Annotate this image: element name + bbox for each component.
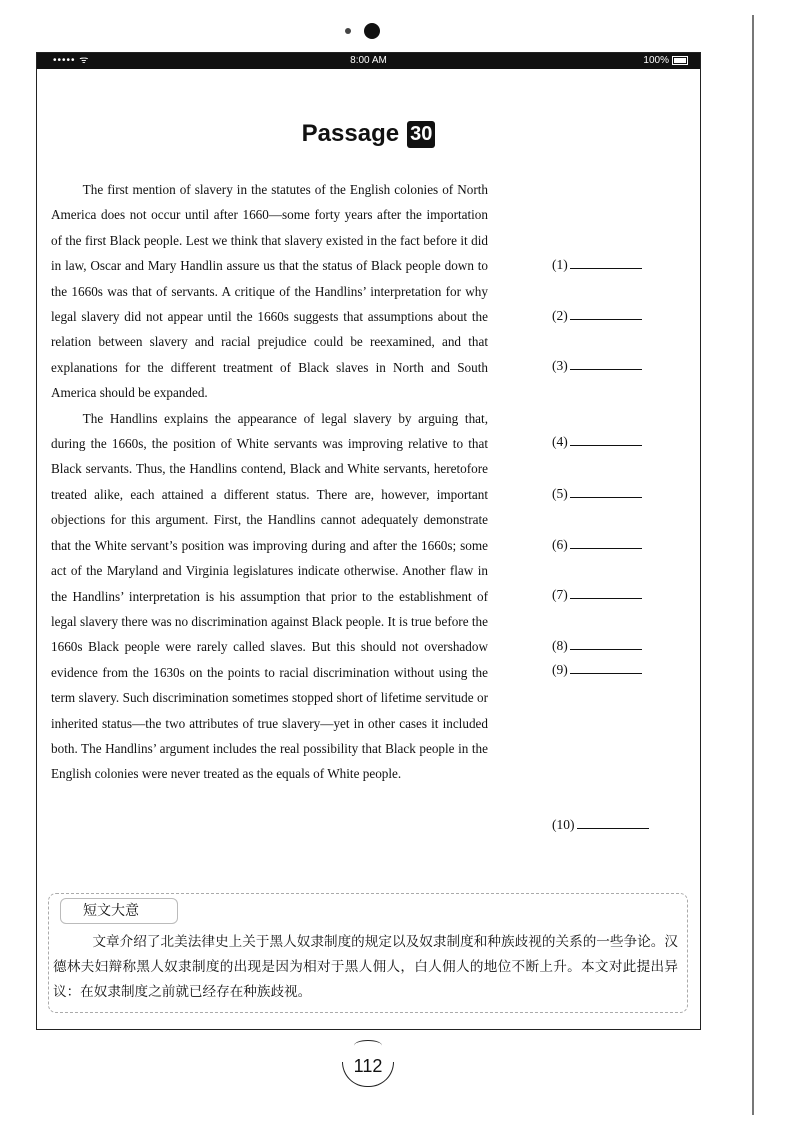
- page-number-text: 112: [353, 1056, 383, 1076]
- sensor-dot-icon: [345, 28, 351, 34]
- passage-paragraph-1: The first mention of slavery in the statutes of the English colonies of North America does not occur until after 1660—some forty years after the importation of the first Black people. Lest we think that slavery existed in the fact before it did in law, Oscar and Mary Handlin assure us that the status of Black people down to the 1660s was that of servants. A critique of the Handlins’ interpretation for why legal slavery did not appear until the 1660s suggests that assumptions about the relation between slavery and racial prejudice could be reexamined, and that explanations for the different treatment of Black slaves in North and South America should be expanded.: [51, 182, 488, 401]
- answer-line[interactable]: [570, 536, 642, 549]
- answer-blank-5[interactable]: (5): [552, 485, 642, 502]
- answer-line[interactable]: [570, 357, 642, 370]
- answer-blank-2[interactable]: (2): [552, 307, 642, 324]
- passage-number-badge: 30: [407, 121, 435, 148]
- summary-paragraph: 文章介绍了北美法律史上关于黑人奴隶制度的规定以及奴隶制度和种族歧视的关系的一些争论。汉德林夫妇辩称黑人奴隶制度的出现是因为相对于黑人佣人，白人佣人的地位不断上升。本文对此提出异议：在奴隶制度之前就已经存在种族歧视。: [53, 934, 678, 1000]
- battery-status: [643, 53, 688, 69]
- page-margin-rule: [752, 15, 754, 1115]
- camera-dot-icon: [364, 23, 380, 39]
- answer-blank-7[interactable]: (7): [552, 586, 642, 603]
- page-title: [36, 120, 701, 148]
- battery-percent: 100%: [643, 55, 669, 66]
- page-number-ornament-icon: [354, 1040, 382, 1051]
- answer-blank-3[interactable]: (3): [552, 357, 642, 374]
- answer-line[interactable]: [570, 586, 642, 599]
- answer-line[interactable]: [577, 816, 649, 829]
- answer-blank-4[interactable]: (4): [552, 433, 642, 450]
- answer-blank-10[interactable]: (10): [552, 816, 649, 833]
- answer-blank-6[interactable]: (6): [552, 536, 642, 553]
- answer-blank-1[interactable]: (1): [552, 256, 642, 273]
- answer-line[interactable]: [570, 485, 642, 498]
- status-time: 8:00 AM: [350, 55, 387, 66]
- answer-line[interactable]: [570, 433, 642, 446]
- answer-line[interactable]: [570, 661, 642, 674]
- summary-label: 短文大意: [60, 898, 178, 924]
- status-bar: [37, 53, 700, 69]
- camera-indicator: [340, 22, 400, 42]
- answer-blank-8[interactable]: (8): [552, 637, 642, 654]
- answer-line[interactable]: [570, 256, 642, 269]
- signal-icon: ••••• ᯤ: [53, 55, 90, 66]
- answer-line[interactable]: [570, 637, 642, 650]
- title-text: Passage: [301, 120, 400, 147]
- passage-paragraph-2: The Handlins explains the appearance of legal slavery by arguing that, during the 1660s, the position of White servants was improving relative to that Black servants. Thus, the Handlins contend, Black and White servants, heretofore treated alike, each attained a different status. There are, however, important objections for this argument. First, the Handlins cannot adequately demonstrate that the White servant’s position was improving during and after the 1660s; some act of the Maryland and Virginia legislatures indicate otherwise. Another flaw in the Handlins’ interpretation is his assumption that prior to the establishment of legal slavery there was no discrimination against Black people. It is true before the 1660s Black people were rarely called slaves. But this should not overshadow evidence from the 1630s on the points to racial discrimination without using the term slavery. Such discrimination sometimes stopped short of lifetime servitude or inherited status—the two attributes of true slavery—yet in other cases it included both. The Handlins’ argument includes the real possibility that Black people in the English colonies were never treated as the equals of White people.: [51, 410, 488, 782]
- summary-text: [53, 930, 678, 1005]
- page-number: [336, 1040, 400, 1090]
- passage-body: [51, 177, 488, 787]
- answer-blank-9[interactable]: (9): [552, 661, 642, 678]
- battery-icon: [672, 56, 688, 65]
- answer-line[interactable]: [570, 307, 642, 320]
